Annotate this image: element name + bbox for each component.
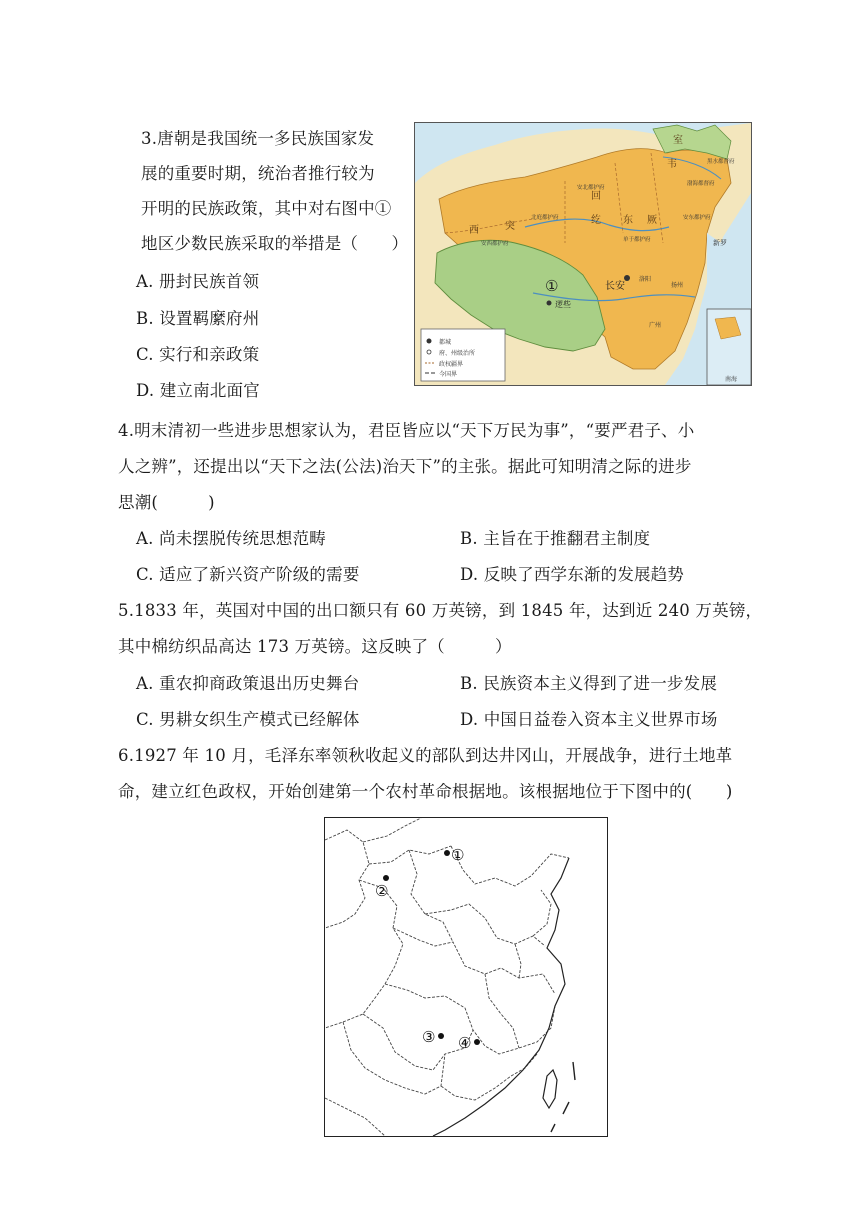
legend-prefecture-label: 府、州级治所 bbox=[439, 350, 476, 357]
capital-label: 长安 bbox=[605, 281, 625, 292]
q3-option-d: D. 建立南北面官 bbox=[136, 381, 260, 400]
map-label-he: 纥 bbox=[591, 215, 601, 226]
q4-line-2: 人之辨”，还提出以“天下之法(公法)治天下”的主张。据此可知明清之际的进步 bbox=[118, 457, 692, 476]
map-label-heishui: 黑水都督府 bbox=[707, 159, 735, 165]
luoxie-marker-icon bbox=[547, 301, 552, 306]
marker-3-dot bbox=[438, 1033, 444, 1039]
q4-option-b: B. 主旨在于推翻君主制度 bbox=[460, 529, 651, 548]
legend-capital-icon bbox=[427, 339, 432, 344]
q3-line-2: 展的重要时期，统治者推行较为 bbox=[141, 164, 375, 183]
map-marker-2-label: ② bbox=[375, 882, 389, 900]
marker-1-dot bbox=[444, 850, 450, 856]
map-label-anxi: 安西都护府 bbox=[481, 241, 509, 247]
q4-line-1: 4.明末清初一些进步思想家认为，君臣皆应以“天下万民为事”，“要严君子、小 bbox=[118, 421, 695, 440]
q6-line-2: 命，建立红色政权，开始创建第一个农村革命根据地。该根据地位于下图中的( ) bbox=[118, 782, 733, 801]
marker-4-dot bbox=[474, 1039, 480, 1045]
map-label-bohai: 渤海都督府 bbox=[687, 181, 715, 187]
china-map-graphic bbox=[325, 818, 607, 1136]
q5-option-a: A. 重农抑商政策退出历史舞台 bbox=[136, 674, 360, 693]
map-label-luoyang: 洛阳 bbox=[639, 276, 652, 283]
map-label-shi: 室 bbox=[673, 135, 683, 146]
q3-line-1: 3.唐朝是我国统一多民族国家发 bbox=[141, 129, 375, 148]
q3-line-4: 地区少数民族采取的举措是（ ） bbox=[141, 234, 409, 253]
map-label-xinluo: 新罗 bbox=[713, 239, 727, 247]
map-marker-1: ① bbox=[545, 277, 559, 295]
map-label-shanyu: 单于都护府 bbox=[623, 237, 651, 243]
q5-line-1: 5.1833 年，英国对中国的出口额只有 60 万英镑，到 1845 年，达到近 240 万英镑， bbox=[118, 601, 763, 620]
q4-option-c: C. 适应了新兴资产阶级的需要 bbox=[136, 565, 360, 584]
map-label-yangzhou: 扬州 bbox=[671, 282, 684, 289]
q5-option-d: D. 中国日益卷入资本主义世界市场 bbox=[460, 710, 718, 729]
marker-2-dot bbox=[383, 875, 389, 881]
map-label-hui: 回 bbox=[591, 191, 601, 202]
legend-capital-label: 都城 bbox=[439, 339, 452, 346]
map-label-andong: 安东都护府 bbox=[683, 215, 711, 221]
q4-option-d: D. 反映了西学东渐的发展趋势 bbox=[460, 565, 685, 584]
luoxie-label: 逻些 bbox=[555, 300, 571, 309]
map-label-wei: 韦 bbox=[667, 159, 677, 170]
legend-regime-border-label: 政权疆界 bbox=[439, 361, 464, 368]
q3-option-a: A. 册封民族首领 bbox=[136, 272, 260, 291]
q5-line-2: 其中棉纺织品高达 173 万英镑。这反映了（ ） bbox=[118, 637, 512, 656]
q3-line-3: 开明的民族政策，其中对右图中① bbox=[141, 199, 392, 218]
q4-line-3: 思潮( ) bbox=[118, 493, 215, 512]
map-label-tu: 突 bbox=[505, 221, 515, 232]
map-label-xi: 西 bbox=[469, 225, 479, 236]
q3-option-c: C. 实行和亲政策 bbox=[136, 345, 260, 364]
map-label-dong: 东 bbox=[623, 215, 633, 226]
q5-option-c: C. 男耕女织生产模式已经解体 bbox=[136, 710, 360, 729]
q3-option-b: B. 设置羁縻府州 bbox=[136, 309, 260, 328]
q6-line-1: 6.1927 年 10 月，毛泽东率领秋收起义的部队到达井冈山，开展战争，进行土地革 bbox=[118, 746, 733, 765]
map-marker-4-label: ④ bbox=[458, 1034, 472, 1052]
map-marker-3-label: ③ bbox=[422, 1028, 436, 1046]
q4-option-a: A. 尚未摆脱传统思想范畴 bbox=[136, 529, 327, 548]
map-label-nanhai: 南海 bbox=[725, 376, 738, 383]
map-label-guangzhou: 广州 bbox=[649, 322, 662, 329]
map-label-beiting: 北庭都护府 bbox=[531, 215, 559, 221]
china-provinces-map bbox=[324, 817, 608, 1137]
q5-option-b: B. 民族资本主义得到了进一步发展 bbox=[460, 674, 718, 693]
map-marker-1-label: ① bbox=[451, 846, 465, 864]
legend-national-border-label: 今国界 bbox=[439, 371, 458, 378]
map-label-anbei: 安北都护府 bbox=[577, 185, 605, 191]
tang-map-graphic bbox=[415, 123, 751, 385]
tang-dynasty-map bbox=[414, 122, 752, 386]
map-label-jue: 厥 bbox=[647, 215, 657, 226]
